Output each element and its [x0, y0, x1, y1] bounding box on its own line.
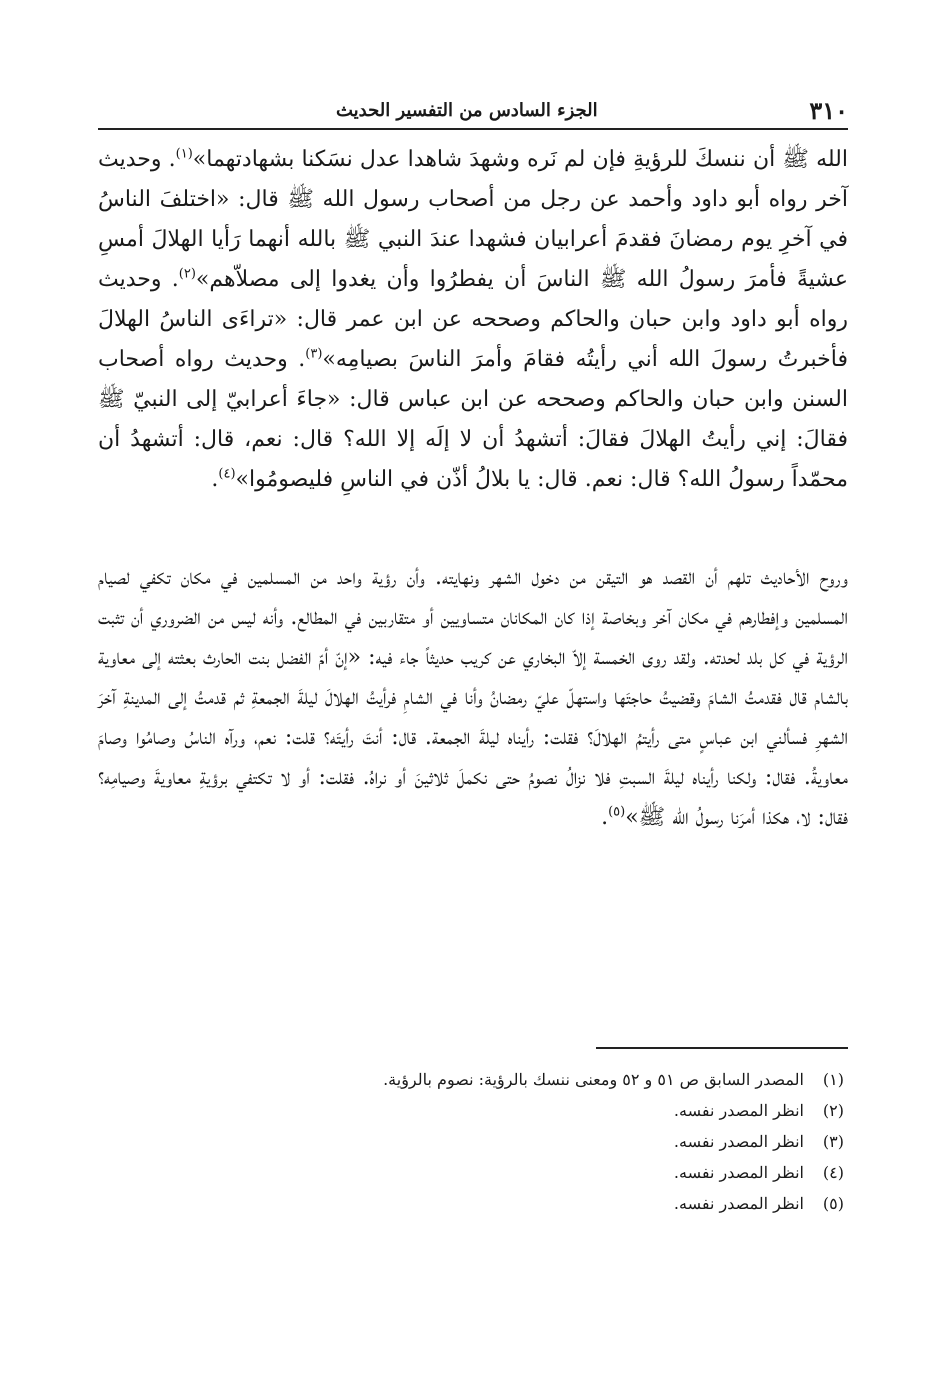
footnote-item [98, 1188, 844, 1219]
footnote-reference: (٢) [178, 266, 196, 282]
footnote-item [98, 1064, 844, 1095]
header-rule [98, 128, 848, 130]
header-title: الجزء السادس من التفسير الحديث [336, 99, 598, 121]
footnote-reference: (٣) [305, 346, 323, 362]
footnote-text: انظر المصدر نفسه. [673, 1163, 804, 1182]
footnote-number: (٤) [822, 1163, 844, 1182]
text-segment: . وحديث رواه أصحاب السنن وابن حبان والحاكم وصححه عن ابن عباس قال: «جاءَ أعرابيّ إلى النبيّ ﷺ فقالَ: إني رأيتُ الهلالَ فقالَ: أتشهدُ أن لا إلَه إلا الله؟ قال: نعم، قال: أتشهدُ أن محمّداً رسولُ الله؟ قال: نعم. قال: يا بلالُ أذّن في الناسِ فليصومُوا» [98, 347, 848, 492]
footnote-reference: (٥) [608, 804, 626, 820]
footnote-text: المصدر السابق ص ٥١ و ٥٢ ومعنى ننسك بالرؤية: نصوم بالرؤية. [383, 1070, 804, 1089]
main-text [98, 140, 848, 838]
footnote-rule [596, 1047, 848, 1049]
footnote-number: (١) [822, 1070, 844, 1089]
text-segment: . وحديث رواه أبو داود وابن حبان والحاكم وصححه عن ابن عمر قال: «تراءَى الناسُ الهلالَ فأخبرتُ رسولَ الله أني رأيتُه فقامَ وأمرَ الناسَ بصيامِه» [98, 267, 848, 372]
footnote-item [98, 1126, 844, 1157]
paragraph-hadith-reports [98, 140, 848, 500]
footnote-text: انظر المصدر نفسه. [673, 1132, 804, 1151]
footnote-number: (٢) [822, 1101, 844, 1120]
footnote-number: (٣) [822, 1132, 844, 1151]
footnotes [98, 1064, 844, 1219]
footnote-reference: (٤) [218, 466, 236, 482]
running-header [96, 92, 848, 128]
footnote-item [98, 1095, 844, 1126]
footnote-text: انظر المصدر نفسه. [673, 1194, 804, 1213]
footnote-item [98, 1157, 844, 1188]
text-segment: الله ﷺ أن ننسكَ للرؤيةِ فإن لم نَره وشهدَ شاهدا عدل نسَكنا بشهادتهما» [192, 147, 848, 172]
text-segment: . [601, 805, 609, 830]
text-segment: . [211, 467, 219, 492]
page-number: ٣١٠ [809, 95, 848, 125]
paragraph-moon-sighting [98, 558, 848, 838]
footnote-number: (٥) [822, 1194, 844, 1213]
text-segment: وروح الأحاديث تلهم أن القصد هو التيقن من دخول الشهر ونهايته. وأن رؤية واحد من المسلمين في مكان تكفي لصيام المسلمين وإفطارهم في مكان آخر وبخاصة إذا كان المكانان متساويين أو متقاربين في المطالع. وأنه ليس من الضروري أن تثبت الرؤية في كل بلد لحدته. ولقد روى الخمسة إلاّ البخاري عن كريب حديثاً جاء فيه: «إنّ أمّ الفضل بنت الحارث بعثته إلى معاوية بالشام قال فقدمتُ الشامَ وقضيتُ حاجتَها واستهلّ عليّ رمضانُ وأنا في الشامِ فرأيتُ الهلالَ ليلةَ الجمعةِ ثم قدمتُ إلى المدينةِ آخرَ الشهرِ فسألني ابن عباسٍ متى رأيتمُ الهلالَ؟ فقلت: رأيناه ليلةَ الجمعة. قال: أنتَ رأيتَه؟ قلت: نعم، ورآه الناسُ وصامُوا وصامَ معاويةُ. فقال: ولكنا رأيناه ليلةَ السبتِ فلا نزالُ نصومُ حتى نكملَ ثلاثينَ أو نراهُ. فقلت: أو لا تكتفي برؤيةِ معاويةَ وصيامِه؟ فقال: لا، هكذا أمرَنا رسولُ الله ﷺ» [98, 565, 848, 830]
footnote-text: انظر المصدر نفسه. [673, 1101, 804, 1120]
text-segment: . وحديث آخر رواه أبو داود وأحمد عن رجل من أصحاب رسول الله ﷺ قال: «اختلفَ الناسُ في آخرِ يوم رمضانَ فقدمَ أعرابيان فشهدا عندَ النبي ﷺ بالله أنهما رَأيا الهلالَ أمسِ عشيةً فأمرَ رسولُ الله ﷺ الناسَ أن يفطرُوا وأن يغدوا إلى مصلاّهم» [98, 147, 849, 292]
footnote-reference: (١) [175, 146, 193, 162]
